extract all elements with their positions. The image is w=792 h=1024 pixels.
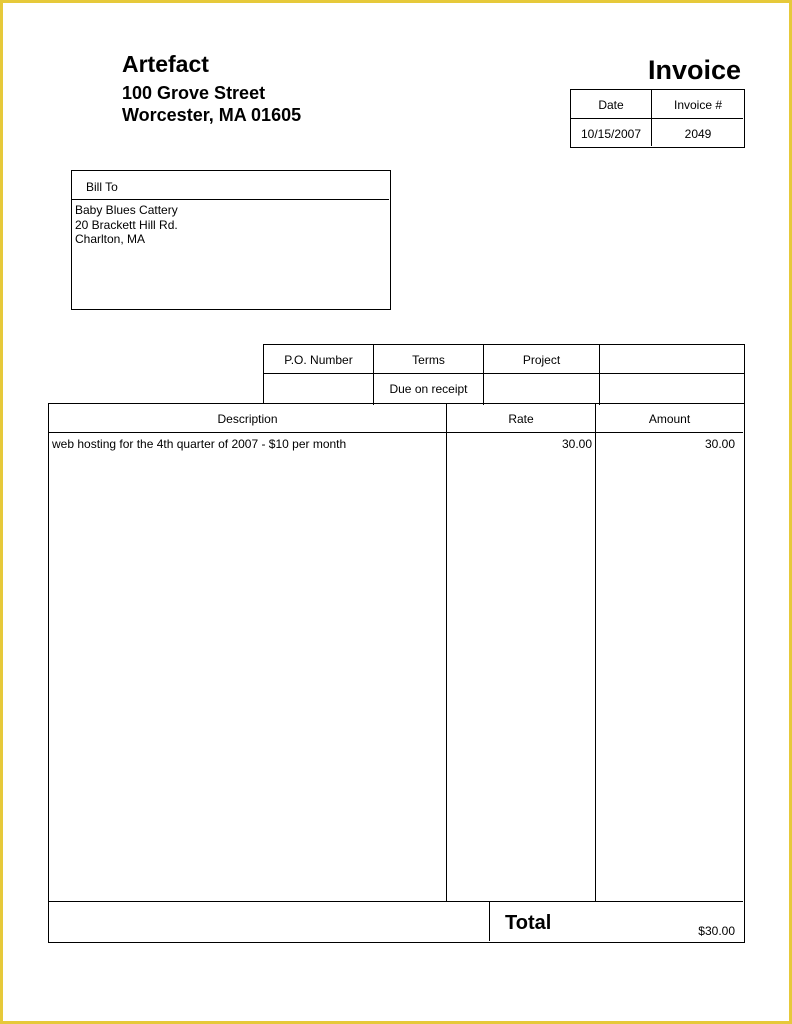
invoice-number-label: Invoice #: [673, 98, 723, 112]
company-street: 100 Grove Street: [122, 83, 266, 103]
bill-to-name: Baby Blues Cattery: [75, 203, 178, 217]
rate-header: Rate: [508, 412, 534, 426]
terms-header: Terms: [412, 353, 445, 367]
bill-to-city: Charlton, MA: [75, 232, 146, 246]
bill-to-box: [71, 170, 391, 310]
document-title: Invoice: [647, 55, 741, 85]
order-info-table: [263, 344, 745, 404]
date-label: Date: [598, 98, 624, 112]
bill-to-street: 20 Brackett Hill Rd.: [75, 217, 178, 232]
total-label: Total: [505, 912, 552, 934]
company-city: Worcester, MA 01605: [122, 105, 302, 125]
item-amount: 30.00: [704, 437, 735, 451]
po-number-header: P.O. Number: [284, 353, 353, 367]
amount-header: Amount: [648, 412, 691, 426]
item-description: web hosting for the 4th quarter of 2007 - $10 per month: [52, 437, 347, 451]
line-items-table: [48, 403, 745, 943]
date-value: 10/15/2007: [580, 127, 642, 141]
invoice-meta-box: [570, 89, 745, 148]
terms-value: Due on receipt: [389, 382, 468, 396]
project-header: Project: [522, 353, 561, 367]
bill-to-label: Bill To: [86, 180, 118, 194]
invoice-number-value: 2049: [684, 127, 712, 141]
total-value: $30.00: [698, 924, 735, 938]
company-name: Artefact: [122, 51, 209, 77]
description-header: Description: [217, 412, 278, 426]
item-rate: 30.00: [561, 437, 592, 451]
